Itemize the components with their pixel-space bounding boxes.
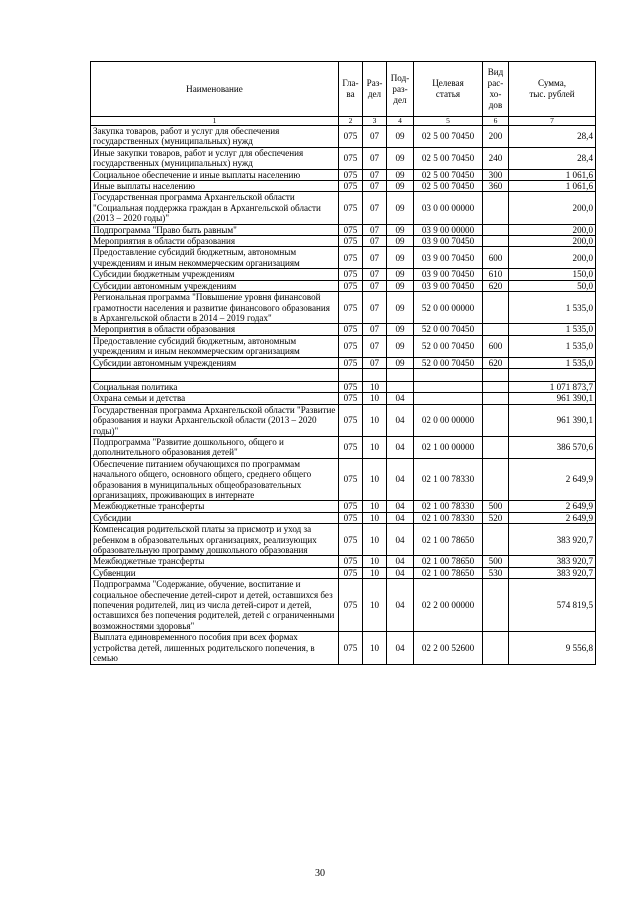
table-row [91,280,596,291]
row-sum-cell: 9 556,8 [509,632,596,664]
row-razdel-cell: 10 [363,567,387,578]
row-vid-cell [483,632,509,664]
row-glava-cell: 075 [339,357,363,368]
row-name-cell: Социальная политика [91,381,339,392]
row-name-cell: Мероприятия в области образования [91,324,339,335]
row-glava-cell: 075 [339,393,363,404]
row-razdel-cell: 07 [363,324,387,335]
header-razdel: Раз- дел [363,62,387,117]
row-target-cell: 02 1 00 78650 [414,556,483,567]
table-row [91,224,596,235]
header-row [91,62,596,117]
row-sum-cell: 200,0 [509,247,596,269]
row-podrazdel-cell: 04 [387,393,414,404]
row-razdel-cell: 10 [363,381,387,392]
row-sum-cell: 2 649,9 [509,501,596,512]
row-podrazdel-cell: 04 [387,501,414,512]
row-sum-cell [509,368,596,381]
row-name-cell: Подпрограмма "Содержание, обучение, воспитание и социальное обеспечение детей-сирот и детей, оставшихся без попечения родителей, лиц из числа детей-сирот и детей, оставшихся без попечения родителей, детей с ограниченными возможностями здоровья" [91,579,339,632]
row-podrazdel-cell: 04 [387,404,414,436]
row-razdel-cell: 07 [363,247,387,269]
row-vid-cell: 620 [483,280,509,291]
row-podrazdel-cell: 09 [387,335,414,357]
table-row [91,381,596,392]
row-name-cell [91,368,339,381]
row-sum-cell: 200,0 [509,236,596,247]
row-razdel-cell: 07 [363,280,387,291]
header-name: Наименование [91,62,339,117]
row-sum-cell: 28,4 [509,126,596,148]
row-vid-cell [483,236,509,247]
row-razdel-cell: 10 [363,524,387,556]
row-name-cell: Межбюджетные трансферты [91,556,339,567]
table-row [91,501,596,512]
row-target-cell: 52 0 00 70450 [414,335,483,357]
row-sum-cell: 1 535,0 [509,335,596,357]
row-podrazdel-cell: 09 [387,247,414,269]
header-podrazdel: Под- раз- дел [387,62,414,117]
row-name-cell: Иные закупки товаров, работ и услуг для обеспечения государственных (муниципальных) нужд [91,147,339,169]
row-name-cell: Межбюджетные трансферты [91,501,339,512]
row-vid-cell [483,458,509,501]
table-row [91,393,596,404]
row-glava-cell: 075 [339,236,363,247]
row-sum-cell: 28,4 [509,147,596,169]
row-razdel-cell: 07 [363,169,387,180]
row-name-cell: Государственная программа Архангельской области "Развитие образования и науки Архангельской области (2013 – 2020 годы)" [91,404,339,436]
row-name-cell: Мероприятия в области образования [91,236,339,247]
table-row [91,579,596,632]
row-podrazdel-cell [387,368,414,381]
row-podrazdel-cell: 09 [387,269,414,280]
row-razdel-cell: 07 [363,357,387,368]
row-target-cell: 02 1 00 78330 [414,512,483,523]
row-sum-cell: 2 649,9 [509,512,596,523]
row-sum-cell: 50,0 [509,280,596,291]
row-glava-cell: 075 [339,335,363,357]
row-razdel-cell: 10 [363,393,387,404]
column-number: 1 [91,117,339,126]
row-vid-cell: 520 [483,512,509,523]
row-vid-cell: 600 [483,335,509,357]
row-target-cell: 02 1 00 78330 [414,501,483,512]
row-target-cell: 02 5 00 70450 [414,169,483,180]
row-vid-cell [483,192,509,224]
row-glava-cell: 075 [339,556,363,567]
row-podrazdel-cell: 09 [387,280,414,291]
row-target-cell: 02 1 00 00000 [414,436,483,458]
row-podrazdel-cell: 04 [387,436,414,458]
row-vid-cell [483,393,509,404]
row-podrazdel-cell: 09 [387,192,414,224]
row-target-cell [414,368,483,381]
table-body [91,126,596,665]
row-sum-cell: 383 920,7 [509,524,596,556]
row-glava-cell: 075 [339,501,363,512]
row-razdel-cell: 10 [363,579,387,632]
table-row [91,632,596,664]
row-sum-cell: 1 535,0 [509,292,596,324]
row-name-cell: Государственная программа Архангельской области "Социальная поддержка граждан в Архангельской области (2013 – 2020 годы)" [91,192,339,224]
row-name-cell: Субсидии автономным учреждениям [91,280,339,291]
row-sum-cell: 1 061,6 [509,181,596,192]
table-row [91,192,596,224]
row-vid-cell: 610 [483,269,509,280]
row-razdel-cell: 10 [363,458,387,501]
row-glava-cell: 075 [339,247,363,269]
row-podrazdel-cell: 09 [387,292,414,324]
row-podrazdel-cell: 04 [387,567,414,578]
row-target-cell: 52 0 00 70450 [414,357,483,368]
row-target-cell: 02 5 00 70450 [414,126,483,148]
row-sum-cell: 2 649,9 [509,458,596,501]
row-vid-cell [483,381,509,392]
row-glava-cell [339,368,363,381]
row-vid-cell [483,368,509,381]
row-glava-cell: 075 [339,381,363,392]
row-vid-cell: 530 [483,567,509,578]
row-razdel-cell: 10 [363,632,387,664]
table-row [91,436,596,458]
row-sum-cell: 1 061,6 [509,169,596,180]
table-row [91,181,596,192]
row-podrazdel-cell: 04 [387,458,414,501]
row-name-cell: Социальное обеспечение и иные выплаты населению [91,169,339,180]
row-sum-cell: 200,0 [509,224,596,235]
row-razdel-cell: 10 [363,436,387,458]
table-row [91,357,596,368]
column-number: 2 [339,117,363,126]
table-row [91,147,596,169]
row-razdel-cell: 07 [363,335,387,357]
row-glava-cell: 075 [339,224,363,235]
header-vid: Вид рас- хо- дов [483,62,509,117]
row-razdel-cell: 07 [363,236,387,247]
row-name-cell: Выплата единовременного пособия при всех формах устройства детей, лишенных родительского попечения, в семью [91,632,339,664]
table-row [91,512,596,523]
table-row [91,335,596,357]
column-number: 6 [483,117,509,126]
row-sum-cell: 386 570,6 [509,436,596,458]
table-row [91,324,596,335]
row-glava-cell: 075 [339,292,363,324]
row-vid-cell [483,324,509,335]
row-glava-cell: 075 [339,169,363,180]
row-sum-cell: 1 535,0 [509,357,596,368]
row-podrazdel-cell [387,381,414,392]
row-name-cell: Субсидии бюджетным учреждениям [91,269,339,280]
row-glava-cell: 075 [339,181,363,192]
row-vid-cell [483,292,509,324]
row-target-cell: 52 0 00 00000 [414,292,483,324]
table-row [91,292,596,324]
row-target-cell: 02 2 00 52600 [414,632,483,664]
row-razdel-cell [363,368,387,381]
table-row [91,524,596,556]
row-name-cell: Обеспечение питанием обучающихся по программам начального общего, основного общего, среднего общего образования в муниципальных общеобразовательных организациях, проживающих в интернате [91,458,339,501]
row-glava-cell: 075 [339,147,363,169]
row-podrazdel-cell: 09 [387,147,414,169]
row-sum-cell: 961 390,1 [509,393,596,404]
column-number-row [91,117,596,126]
row-target-cell: 03 9 00 70450 [414,247,483,269]
row-target-cell: 02 1 00 78650 [414,524,483,556]
row-target-cell: 52 0 00 70450 [414,324,483,335]
row-target-cell: 02 2 00 00000 [414,579,483,632]
row-vid-cell: 620 [483,357,509,368]
row-razdel-cell: 07 [363,269,387,280]
row-glava-cell: 075 [339,192,363,224]
row-vid-cell: 360 [483,181,509,192]
header-sum: Сумма, тыс. рублей [509,62,596,117]
row-name-cell: Закупка товаров, работ и услуг для обеспечения государственных (муниципальных) нужд [91,126,339,148]
row-name-cell: Компенсация родительской платы за присмотр и уход за ребенком в образовательных организациях, реализующих образовательную программу дошкольного образования [91,524,339,556]
row-target-cell: 03 9 00 70450 [414,280,483,291]
table-row [91,169,596,180]
header-target: Целевая статья [414,62,483,117]
row-glava-cell: 075 [339,524,363,556]
column-number: 4 [387,117,414,126]
row-podrazdel-cell: 09 [387,169,414,180]
row-sum-cell: 961 390,1 [509,404,596,436]
table-row [91,458,596,501]
row-glava-cell: 075 [339,404,363,436]
table-row [91,126,596,148]
row-vid-cell: 300 [483,169,509,180]
row-podrazdel-cell: 09 [387,126,414,148]
row-razdel-cell: 07 [363,126,387,148]
row-glava-cell: 075 [339,126,363,148]
table-row [91,269,596,280]
row-name-cell: Охрана семьи и детства [91,393,339,404]
row-podrazdel-cell: 09 [387,181,414,192]
row-vid-cell [483,436,509,458]
row-name-cell: Субсидии автономным учреждениям [91,357,339,368]
row-razdel-cell: 10 [363,501,387,512]
row-target-cell: 02 5 00 70450 [414,181,483,192]
row-podrazdel-cell: 04 [387,512,414,523]
column-number: 7 [509,117,596,126]
row-target-cell [414,393,483,404]
row-glava-cell: 075 [339,324,363,335]
table-row [91,247,596,269]
row-sum-cell: 150,0 [509,269,596,280]
row-razdel-cell: 07 [363,147,387,169]
row-razdel-cell: 10 [363,512,387,523]
row-vid-cell [483,579,509,632]
header-glava: Гла- ва [339,62,363,117]
page-number: 30 [315,868,325,879]
row-glava-cell: 075 [339,579,363,632]
row-name-cell: Подпрограмма "Право быть равным" [91,224,339,235]
budget-table [90,61,596,665]
row-vid-cell: 600 [483,247,509,269]
row-target-cell: 03 9 00 70450 [414,269,483,280]
row-razdel-cell: 07 [363,181,387,192]
row-sum-cell: 1 071 873,7 [509,381,596,392]
row-glava-cell: 075 [339,269,363,280]
row-podrazdel-cell: 04 [387,556,414,567]
row-target-cell: 02 5 00 70450 [414,147,483,169]
row-podrazdel-cell: 09 [387,236,414,247]
row-target-cell: 02 0 00 00000 [414,404,483,436]
row-vid-cell [483,524,509,556]
row-glava-cell: 075 [339,458,363,501]
row-target-cell: 03 0 00 00000 [414,192,483,224]
row-vid-cell: 500 [483,501,509,512]
row-target-cell: 02 1 00 78650 [414,567,483,578]
row-glava-cell: 075 [339,632,363,664]
row-name-cell: Предоставление субсидий бюджетным, автономным учреждениям и иным некоммерческим организациям [91,247,339,269]
row-target-cell: 03 9 00 70450 [414,236,483,247]
row-vid-cell: 500 [483,556,509,567]
row-vid-cell: 240 [483,147,509,169]
row-target-cell: 03 9 00 00000 [414,224,483,235]
row-sum-cell: 574 819,5 [509,579,596,632]
row-sum-cell: 1 535,0 [509,324,596,335]
row-sum-cell: 383 920,7 [509,567,596,578]
row-vid-cell: 200 [483,126,509,148]
column-number: 5 [414,117,483,126]
row-glava-cell: 075 [339,280,363,291]
row-vid-cell [483,404,509,436]
row-razdel-cell: 07 [363,292,387,324]
row-razdel-cell: 07 [363,192,387,224]
row-sum-cell: 200,0 [509,192,596,224]
row-podrazdel-cell: 04 [387,632,414,664]
row-razdel-cell: 10 [363,556,387,567]
row-vid-cell [483,224,509,235]
row-glava-cell: 075 [339,512,363,523]
row-name-cell: Субвенции [91,567,339,578]
row-podrazdel-cell: 09 [387,324,414,335]
table-row [91,236,596,247]
row-glava-cell: 075 [339,567,363,578]
table-row-empty [91,368,596,381]
table-row [91,556,596,567]
row-razdel-cell: 07 [363,224,387,235]
row-podrazdel-cell: 09 [387,224,414,235]
row-sum-cell: 383 920,7 [509,556,596,567]
row-target-cell [414,381,483,392]
row-name-cell: Иные выплаты населению [91,181,339,192]
table-row [91,567,596,578]
row-razdel-cell: 10 [363,404,387,436]
column-number: 3 [363,117,387,126]
row-name-cell: Предоставление субсидий бюджетным, автономным учреждениям и иным некоммерческим организациям [91,335,339,357]
row-name-cell: Подпрограмма "Развитие дошкольного, общего и дополнительного образования детей" [91,436,339,458]
row-target-cell: 02 1 00 78330 [414,458,483,501]
row-podrazdel-cell: 04 [387,524,414,556]
row-name-cell: Субсидии [91,512,339,523]
row-podrazdel-cell: 04 [387,579,414,632]
row-podrazdel-cell: 09 [387,357,414,368]
row-glava-cell: 075 [339,436,363,458]
table-row [91,404,596,436]
row-name-cell: Региональная программа "Повышение уровня финансовой грамотности населения и развитие финансового образования в Архангельской области в 2014 – 2019 годах" [91,292,339,324]
